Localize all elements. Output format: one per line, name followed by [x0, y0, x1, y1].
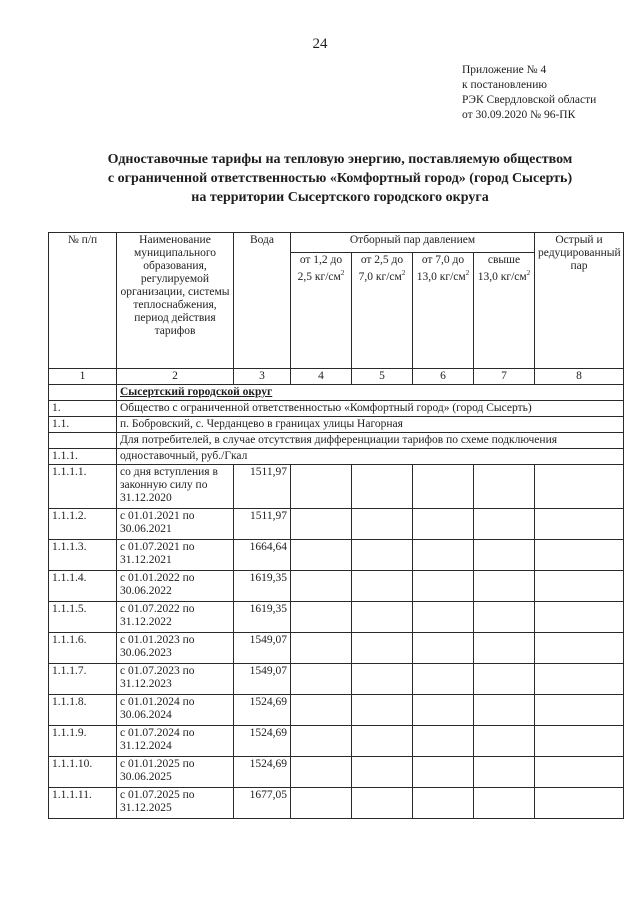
water-tariff: 1524,69 — [234, 757, 291, 788]
row-number: 1.1.1.1. — [49, 465, 117, 509]
header-pressure: от 2,5 до 7,0 $кг/см^2$ — [352, 253, 413, 369]
row-number: 1.1.1.9. — [49, 726, 117, 757]
empty-cell — [352, 509, 413, 540]
empty-cell — [352, 695, 413, 726]
empty-cell — [291, 726, 352, 757]
water-tariff: 1524,69 — [234, 726, 291, 757]
period-cell: с 01.01.2023 по 30.06.2023 — [117, 633, 234, 664]
empty-cell — [413, 726, 474, 757]
row-number: 1.1. — [49, 417, 117, 433]
empty-cell — [474, 465, 535, 509]
tariff-period-row — [49, 695, 624, 726]
empty-cell — [413, 571, 474, 602]
period-cell: с 01.01.2022 по 30.06.2022 — [117, 571, 234, 602]
empty-cell — [413, 540, 474, 571]
document-title — [60, 150, 620, 207]
tariff-table — [48, 232, 624, 819]
empty-cell — [474, 509, 535, 540]
appendix-line: от 30.09.2020 № 96-ПК — [462, 109, 576, 121]
empty-cell — [535, 509, 624, 540]
empty-cell — [474, 788, 535, 819]
empty-cell — [535, 788, 624, 819]
empty-cell — [352, 788, 413, 819]
empty-cell — [474, 757, 535, 788]
header-name: Наименование муниципального образования, регулируемой организации, системы теплоснабжения, период действия тарифов — [117, 233, 234, 369]
title-line: Одноставочные тарифы на тепловую энергию, поставляемую обществом — [107, 152, 573, 167]
header-pressure: от 1,2 до 2,5 $кг/см^2$ — [291, 253, 352, 369]
empty-cell — [291, 788, 352, 819]
empty-cell — [474, 602, 535, 633]
period-cell: с 01.01.2024 по 30.06.2024 — [117, 695, 234, 726]
empty-cell — [49, 385, 117, 401]
row-number: 1.1.1.7. — [49, 664, 117, 695]
title-line: на территории Сысертского городского округа — [191, 190, 489, 205]
column-number: 6 — [413, 369, 474, 385]
empty-cell — [413, 788, 474, 819]
empty-cell — [413, 664, 474, 695]
empty-cell — [352, 465, 413, 509]
empty-cell — [535, 571, 624, 602]
empty-cell — [474, 664, 535, 695]
district-row — [49, 385, 624, 401]
tariff-period-row — [49, 726, 624, 757]
empty-cell — [291, 757, 352, 788]
organization-row — [49, 401, 624, 417]
empty-cell — [352, 726, 413, 757]
column-number: 1 — [49, 369, 117, 385]
empty-cell — [352, 602, 413, 633]
empty-cell — [413, 757, 474, 788]
header-pressure: свыше 13,0 $кг/см^2$ — [474, 253, 535, 369]
empty-cell — [291, 602, 352, 633]
empty-cell — [535, 757, 624, 788]
empty-cell — [474, 695, 535, 726]
system-row — [49, 417, 624, 433]
water-tariff: 1677,05 — [234, 788, 291, 819]
empty-cell — [291, 571, 352, 602]
column-number: 3 — [234, 369, 291, 385]
empty-cell — [413, 509, 474, 540]
empty-cell — [535, 695, 624, 726]
row-number: 1.1.1.8. — [49, 695, 117, 726]
empty-cell — [291, 465, 352, 509]
header-steam-group: Отборный пар давлением — [291, 233, 535, 253]
empty-cell — [535, 602, 624, 633]
page-number: 24 — [312, 36, 328, 52]
tariff-period-row — [49, 509, 624, 540]
empty-cell — [474, 726, 535, 757]
column-number: 8 — [535, 369, 624, 385]
period-cell: с 01.01.2025 по 30.06.2025 — [117, 757, 234, 788]
period-cell: с 01.07.2021 по 31.12.2021 — [117, 540, 234, 571]
header-pressure: от 7,0 до 13,0 $кг/см^2$ — [413, 253, 474, 369]
row-number: 1.1.1.11. — [49, 788, 117, 819]
empty-cell — [352, 757, 413, 788]
header-water: Вода — [234, 233, 291, 369]
row-number: 1.1.1.6. — [49, 633, 117, 664]
empty-cell — [291, 633, 352, 664]
empty-cell — [535, 633, 624, 664]
period-rows — [49, 465, 624, 819]
row-number: 1.1.1.10. — [49, 757, 117, 788]
empty-cell — [352, 571, 413, 602]
empty-cell — [413, 602, 474, 633]
organization-name: Общество с ограниченной ответственностью «Комфортный город» (город Сысерть) — [117, 401, 624, 417]
tariff-period-row — [49, 757, 624, 788]
empty-cell — [291, 540, 352, 571]
tariff-period-row — [49, 664, 624, 695]
water-tariff: 1664,64 — [234, 540, 291, 571]
row-number: 1.1.1.4. — [49, 571, 117, 602]
water-tariff: 1511,97 — [234, 509, 291, 540]
tariff-period-row — [49, 788, 624, 819]
empty-cell — [352, 540, 413, 571]
period-cell: с 01.07.2023 по 31.12.2023 — [117, 664, 234, 695]
header-row — [49, 233, 624, 253]
appendix-line: РЭК Свердловской области — [462, 94, 597, 106]
period-cell: с 01.07.2022 по 31.12.2022 — [117, 602, 234, 633]
empty-cell — [291, 695, 352, 726]
row-number: 1.1.1. — [49, 449, 117, 465]
system-name: п. Бобровский, с. Черданцево в границах улицы Нагорная — [117, 417, 624, 433]
tariff-period-row — [49, 602, 624, 633]
column-number: 7 — [474, 369, 535, 385]
period-cell: со дня вступления в законную силу по 31.12.2020 — [117, 465, 234, 509]
consumers-note: Для потребителей, в случае отсутствия дифференциации тарифов по схеме подключения — [117, 433, 624, 449]
empty-cell — [535, 540, 624, 571]
empty-cell — [49, 433, 117, 449]
tariff-type: одноставочный, руб./Гкал — [117, 449, 624, 465]
appendix-note — [462, 63, 596, 123]
row-number: 1.1.1.5. — [49, 602, 117, 633]
water-tariff: 1524,69 — [234, 695, 291, 726]
empty-cell — [413, 465, 474, 509]
empty-cell — [474, 540, 535, 571]
header-sharp-steam: Острый и редуцированный пар — [535, 233, 624, 369]
empty-cell — [291, 664, 352, 695]
row-number: 1.1.1.2. — [49, 509, 117, 540]
column-number: 5 — [352, 369, 413, 385]
consumers-row — [49, 433, 624, 449]
row-number: 1.1.1.3. — [49, 540, 117, 571]
district-name: Сысертский городской округ — [117, 385, 624, 401]
title-line: с ограниченной ответственностью «Комфортный город» (город Сысерть) — [107, 171, 573, 186]
period-cell: с 01.07.2024 по 31.12.2024 — [117, 726, 234, 757]
column-number-row — [49, 369, 624, 385]
empty-cell — [291, 509, 352, 540]
header-num: № п/п — [49, 233, 117, 369]
water-tariff: 1511,97 — [234, 465, 291, 509]
empty-cell — [474, 571, 535, 602]
empty-cell — [535, 465, 624, 509]
empty-cell — [474, 633, 535, 664]
tariff-period-row — [49, 633, 624, 664]
empty-cell — [535, 726, 624, 757]
empty-cell — [352, 633, 413, 664]
column-number: 4 — [291, 369, 352, 385]
appendix-line: Приложение № 4 — [462, 64, 547, 76]
tariff-type-row — [49, 449, 624, 465]
row-number: 1. — [49, 401, 117, 417]
appendix-line: к постановлению — [462, 79, 547, 91]
column-number: 2 — [117, 369, 234, 385]
empty-cell — [535, 664, 624, 695]
period-cell: с 01.01.2021 по 30.06.2021 — [117, 509, 234, 540]
water-tariff: 1619,35 — [234, 571, 291, 602]
empty-cell — [413, 633, 474, 664]
empty-cell — [352, 664, 413, 695]
water-tariff: 1619,35 — [234, 602, 291, 633]
tariff-period-row — [49, 571, 624, 602]
tariff-period-row — [49, 540, 624, 571]
water-tariff: 1549,07 — [234, 633, 291, 664]
water-tariff: 1549,07 — [234, 664, 291, 695]
tariff-period-row — [49, 465, 624, 509]
empty-cell — [413, 695, 474, 726]
period-cell: с 01.07.2025 по 31.12.2025 — [117, 788, 234, 819]
